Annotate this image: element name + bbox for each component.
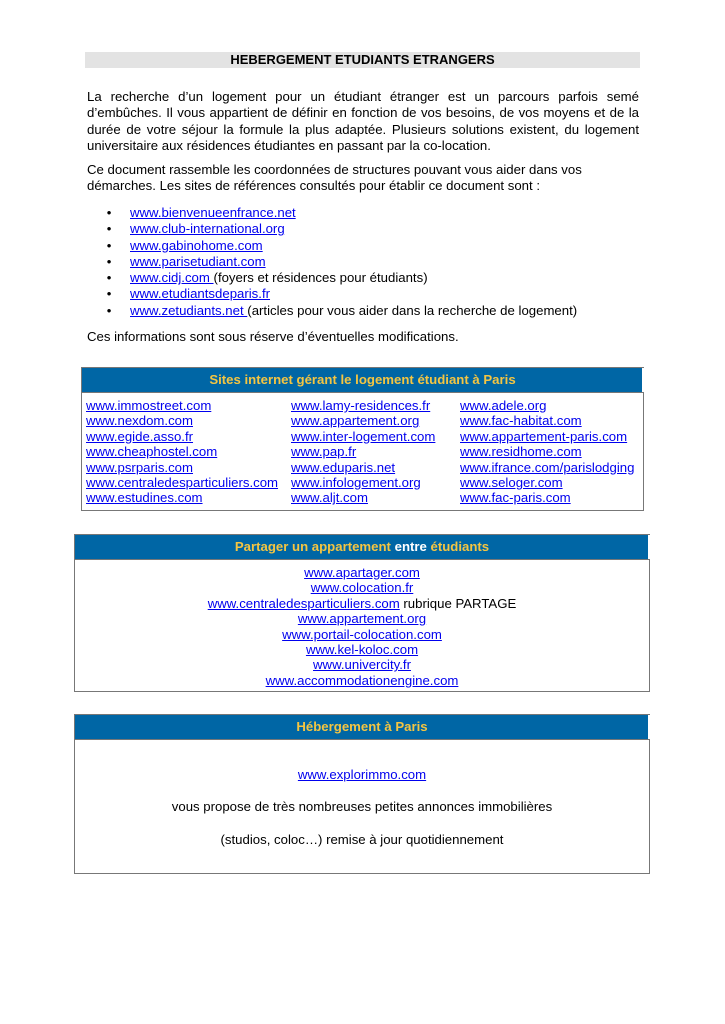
site-link[interactable]: www.seloger.com <box>460 474 563 490</box>
link-note: (foyers et résidences pour étudiants) <box>213 270 428 286</box>
site-link[interactable]: www.residhome.com <box>460 444 582 460</box>
site-link[interactable]: www.portail-colocation.com <box>282 626 442 642</box>
sources-paragraph: Ce document rassemble les coordonnées de structures pouvant vous aider dans vos démarches. Les sites de références consultés pour établir ce document sont : <box>87 162 582 194</box>
site-link[interactable]: www.eduparis.net <box>291 459 396 475</box>
box-heading: Hébergement à Paris <box>75 715 649 740</box>
link-note: rubrique PARTAGE <box>399 595 517 611</box>
flat-sharing-box <box>74 534 650 692</box>
site-link[interactable]: www.accommodationengine.com <box>265 672 459 688</box>
description-line: vous propose de très nombreuses petites annonces immobilières <box>171 799 553 814</box>
site-link[interactable]: www.centraledesparticuliers.com <box>207 595 400 611</box>
intro-paragraph: La recherche d’un logement pour un étudiant étranger est un parcours parfois semé d’embûches. Il vous appartient de définir en fonction de vos besoins, de vos moyens et de la durée de votre séjour la formule la plus adaptée. Plusieurs solutions existent, du logement universitaire aux résidences étudiantes en passant par la co-location. <box>87 89 639 153</box>
site-link[interactable]: www.ifrance.com/parislodging <box>460 459 635 475</box>
disclaimer-note: Ces informations sont sous réserve d’éventuelles modifications. <box>87 329 459 344</box>
reference-sites-list <box>102 205 577 319</box>
box-heading: Sites internet gérant le logement étudiant à Paris <box>82 368 643 393</box>
site-link[interactable]: www.fac-paris.com <box>460 490 571 506</box>
description-line: (studios, coloc…) remise à jour quotidiennement <box>220 832 504 847</box>
site-link[interactable]: www.pap.fr <box>291 444 357 460</box>
bullet-icon: • <box>106 205 112 220</box>
list-item <box>102 205 577 221</box>
site-link[interactable]: www.apartager.com <box>304 565 420 580</box>
paris-accommodation-box <box>74 714 650 874</box>
site-link[interactable]: www.fac-habitat.com <box>460 413 582 429</box>
site-link[interactable]: www.appartement.org <box>291 413 420 429</box>
site-link[interactable]: www.psrparis.com <box>86 459 193 475</box>
bullet-icon: • <box>106 237 112 253</box>
paris-housing-sites-box <box>81 367 644 511</box>
site-link[interactable]: www.immostreet.com <box>86 398 212 413</box>
site-link[interactable]: www.cheaphostel.com <box>86 444 218 460</box>
list-item <box>102 270 577 286</box>
reference-link[interactable]: www.cidj.com <box>130 270 214 286</box>
reference-link[interactable]: www.etudiantsdeparis.fr <box>130 286 271 302</box>
sites-column-2 <box>291 398 435 506</box>
heading-part: étudiants <box>426 539 490 554</box>
heading-part: Partager un appartement <box>234 539 395 554</box>
sites-column-3 <box>460 398 634 506</box>
site-link[interactable]: www.estudines.com <box>86 490 203 506</box>
box-heading <box>75 535 649 560</box>
site-link[interactable]: www.infologement.org <box>291 474 421 490</box>
heading-part: entre <box>394 539 427 554</box>
reference-link[interactable]: www.club-international.org <box>130 221 285 237</box>
explorimmo-line <box>75 767 649 782</box>
site-link[interactable]: www.lamy-residences.fr <box>291 398 431 413</box>
bullet-icon: • <box>106 270 112 286</box>
site-link[interactable]: www.colocation.fr <box>310 580 414 596</box>
bullet-icon: • <box>106 286 112 302</box>
list-item <box>102 238 577 254</box>
list-item <box>102 303 577 319</box>
site-link[interactable]: www.adele.org <box>460 398 547 413</box>
site-link[interactable]: www.aljt.com <box>291 490 368 506</box>
flat-sharing-links <box>75 565 649 688</box>
site-link[interactable]: www.egide.asso.fr <box>86 428 194 444</box>
site-link[interactable]: www.appartement-paris.com <box>460 428 628 444</box>
list-item <box>102 286 577 302</box>
list-item <box>102 221 577 237</box>
site-link[interactable]: www.centraledesparticuliers.com <box>86 474 279 490</box>
document-title: HEBERGEMENT ETUDIANTS ETRANGERS <box>85 52 640 68</box>
site-link[interactable]: www.nexdom.com <box>86 413 193 429</box>
bullet-icon: • <box>106 221 112 237</box>
reference-link[interactable]: www.gabinohome.com <box>130 237 263 253</box>
bullet-icon: • <box>106 253 112 269</box>
reference-link[interactable]: www.parisetudiant.com <box>130 253 266 269</box>
link-note: (articles pour vous aider dans la recherche de logement) <box>247 302 578 318</box>
sites-column-1 <box>86 398 278 506</box>
bullet-icon: • <box>106 302 112 318</box>
reference-link[interactable]: www.bienvenueenfrance.net <box>130 205 296 220</box>
site-link[interactable]: www.univercity.fr <box>313 657 411 673</box>
site-link[interactable]: www.kel-koloc.com <box>305 641 419 657</box>
list-item <box>102 254 577 270</box>
site-link[interactable]: www.appartement.org <box>297 611 427 627</box>
reference-link[interactable]: www.zetudiants.net <box>130 302 248 318</box>
site-link[interactable]: www.explorimmo.com <box>297 767 427 782</box>
site-link[interactable]: www.inter-logement.com <box>291 428 436 444</box>
